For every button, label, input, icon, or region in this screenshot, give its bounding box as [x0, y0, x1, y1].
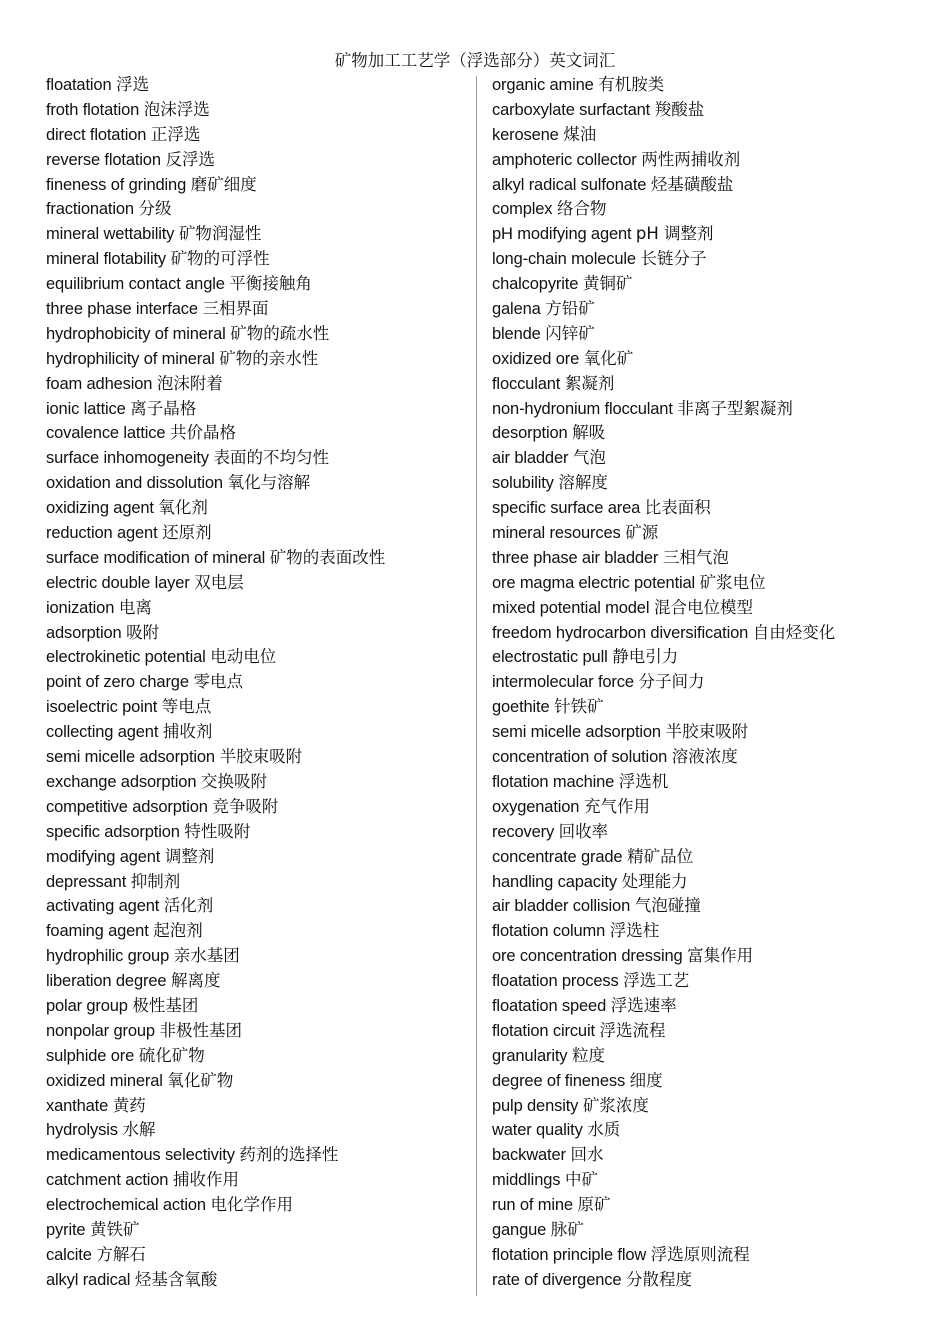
glossary-entry	[46, 1069, 470, 1094]
english-term: floatation	[46, 76, 112, 94]
glossary-entry	[46, 421, 470, 446]
english-term: pyrite	[46, 1220, 86, 1239]
chinese-translation: 有机胺类	[598, 75, 665, 94]
english-term: semi micelle adsorption	[46, 748, 215, 767]
english-term: electric double layer	[46, 573, 190, 592]
column-divider	[476, 76, 477, 1296]
english-term: floatation speed	[492, 996, 607, 1015]
glossary-entry	[46, 322, 470, 347]
chinese-translation: 长链分子	[640, 249, 707, 269]
glossary-entry	[46, 820, 470, 845]
chinese-translation: 矿物的可浮性	[170, 249, 270, 269]
glossary-entry	[46, 1019, 470, 1044]
glossary-entry	[46, 770, 470, 795]
chinese-translation: 正浮选	[150, 124, 201, 144]
english-term: medicamentous selectivity	[46, 1146, 235, 1165]
chinese-translation: 絮凝剂	[564, 373, 615, 393]
glossary-entry	[46, 446, 470, 471]
chinese-translation: 黄药	[112, 1095, 146, 1115]
glossary-entry	[492, 347, 932, 372]
chinese-translation: 闪锌矿	[545, 323, 595, 343]
chinese-translation: 捕收作用	[172, 1170, 239, 1190]
chinese-translation: 矿物的疏水性	[230, 323, 330, 343]
english-term: run of mine	[492, 1196, 573, 1215]
english-term: surface inhomogeneity	[46, 449, 209, 468]
english-term: activating agent	[46, 897, 160, 916]
glossary-entry	[46, 73, 470, 98]
chinese-translation: 气泡碰撞	[634, 896, 701, 916]
chinese-translation: 分级	[138, 199, 172, 219]
english-term: flotation column	[492, 922, 606, 941]
glossary-entry	[492, 845, 932, 870]
english-term: depressant	[46, 872, 127, 891]
english-term: isoelectric point	[46, 698, 158, 717]
chinese-translation: 三相界面	[202, 299, 269, 319]
glossary-entry	[46, 870, 470, 895]
chinese-translation: 双电层	[194, 572, 244, 592]
glossary-entry	[492, 695, 932, 720]
chinese-translation: 氧化剂	[158, 498, 208, 518]
english-term: flotation principle flow	[492, 1245, 647, 1264]
chinese-translation: 浮选	[116, 75, 150, 94]
glossary-entry	[46, 1243, 470, 1268]
english-term: hydrophilic group	[46, 947, 170, 966]
english-term: chalcopyrite	[492, 275, 579, 294]
english-term: oxidized mineral	[46, 1071, 163, 1090]
english-term: ore magma electric potential	[492, 573, 696, 592]
glossary-entry	[492, 471, 932, 496]
english-term: fractionation	[46, 200, 134, 219]
english-term: solubility	[492, 474, 554, 493]
english-term: catchment action	[46, 1171, 169, 1190]
glossary-entry	[492, 247, 932, 272]
chinese-translation: 原矿	[577, 1195, 611, 1215]
glossary-entry	[46, 571, 470, 596]
glossary-entry	[46, 1193, 470, 1218]
english-term: backwater	[492, 1146, 566, 1165]
chinese-translation: 等电点	[161, 697, 212, 717]
glossary-entry	[46, 596, 470, 621]
english-term: pulp density	[492, 1096, 579, 1115]
glossary-entry	[46, 745, 470, 770]
chinese-translation: 还原剂	[162, 523, 212, 543]
chinese-translation: 电化学作用	[210, 1195, 294, 1215]
glossary-entry	[492, 870, 932, 895]
english-term: goethite	[492, 698, 550, 717]
glossary-entry	[492, 596, 932, 621]
chinese-translation: 非离子型絮凝剂	[677, 398, 793, 418]
chinese-translation: 溶解度	[558, 473, 608, 493]
english-term: covalence lattice	[46, 424, 166, 443]
chinese-translation: 煤油	[563, 124, 597, 144]
chinese-translation: 处理能力	[621, 871, 688, 891]
english-term: middlings	[492, 1171, 561, 1190]
chinese-translation: 电离	[118, 597, 152, 617]
chinese-translation: 氧化与溶解	[227, 473, 311, 493]
chinese-translation: 特性吸附	[184, 821, 251, 841]
english-term: alkyl radical sulfonate	[492, 175, 647, 194]
chinese-translation: 烃基含氧酸	[134, 1269, 218, 1289]
english-term: reduction agent	[46, 524, 158, 543]
chinese-translation: 矿物的亲水性	[219, 348, 319, 368]
chinese-translation: 解离度	[170, 971, 221, 991]
glossary-entry	[492, 297, 932, 322]
english-term: freedom hydrocarbon diversification	[492, 623, 749, 642]
english-term: mixed potential model	[492, 598, 650, 617]
glossary-entry	[46, 621, 470, 646]
chinese-translation: 离子晶格	[130, 398, 197, 418]
glossary-entry	[492, 197, 932, 222]
english-term: specific surface area	[492, 499, 641, 518]
chinese-translation: 半胶束吸附	[219, 747, 303, 767]
chinese-translation: 分散程度	[625, 1269, 692, 1289]
glossary-entry	[492, 1069, 932, 1094]
chinese-translation: 解吸	[572, 423, 606, 443]
chinese-translation: 静电引力	[612, 647, 679, 667]
glossary-entry	[492, 397, 932, 422]
chinese-translation: 泡沫附着	[156, 373, 223, 393]
chinese-translation: 中矿	[564, 1170, 598, 1190]
english-term: point of zero charge	[46, 673, 189, 692]
english-term: nonpolar group	[46, 1021, 155, 1040]
english-term: hydrolysis	[46, 1121, 118, 1140]
glossary-entry	[46, 247, 470, 272]
glossary-entry	[46, 148, 470, 173]
glossary-left-column	[46, 73, 470, 1293]
glossary-entry	[492, 446, 932, 471]
glossary-entry	[46, 173, 470, 198]
chinese-translation: 羧酸盐	[654, 99, 705, 119]
glossary-entry	[46, 1268, 470, 1293]
glossary-entry	[492, 770, 932, 795]
english-term: ionic lattice	[46, 399, 126, 418]
english-term: oxidizing agent	[46, 499, 154, 518]
glossary-entry	[492, 820, 932, 845]
glossary-entry	[492, 571, 932, 596]
english-term: oxidized ore	[492, 349, 580, 368]
english-term: reverse flotation	[46, 150, 161, 169]
english-term: pH modifying agent	[492, 225, 636, 244]
chinese-translation: 黄铁矿	[90, 1219, 140, 1239]
english-term: electrokinetic potential	[46, 648, 206, 667]
glossary-entry	[46, 1168, 470, 1193]
english-term: oxygenation	[492, 797, 580, 816]
chinese-translation: 黄铜矿	[582, 274, 633, 294]
glossary-entry	[46, 645, 470, 670]
chinese-translation: 络合物	[556, 199, 607, 219]
chinese-translation: 矿浆浓度	[582, 1095, 649, 1115]
chinese-translation: 浮选速率	[610, 995, 677, 1015]
glossary-entry	[492, 421, 932, 446]
chinese-translation: 针铁矿	[554, 697, 604, 717]
glossary-entry	[46, 222, 470, 247]
english-term: galena	[492, 300, 541, 319]
glossary-entry	[46, 546, 470, 571]
chinese-translation: 脉矿	[550, 1219, 584, 1239]
chinese-translation: 方解石	[96, 1244, 146, 1264]
glossary-right-column	[492, 73, 932, 1293]
chinese-translation: 平衡接触角	[229, 274, 312, 294]
glossary-entry	[46, 521, 470, 546]
glossary-entry	[46, 297, 470, 322]
chinese-translation: 回收率	[558, 821, 609, 841]
glossary-entry	[46, 347, 470, 372]
glossary-entry	[492, 123, 932, 148]
glossary-entry	[46, 496, 470, 521]
glossary-entry	[46, 670, 470, 695]
glossary-entry	[492, 944, 932, 969]
glossary-entry	[492, 546, 932, 571]
english-term: organic amine	[492, 76, 594, 94]
english-term: hydrophobicity of mineral	[46, 324, 226, 343]
glossary-entry	[492, 1243, 932, 1268]
glossary-entry	[492, 496, 932, 521]
chinese-translation: 矿物的表面改性	[269, 547, 386, 567]
chinese-translation: 半胶束吸附	[665, 722, 749, 742]
english-term: surface modification of mineral	[46, 548, 266, 567]
chinese-translation: 吸附	[126, 622, 160, 642]
english-term: mineral flotability	[46, 250, 167, 269]
glossary-entry	[46, 1218, 470, 1243]
english-term: ore concentration dressing	[492, 947, 683, 966]
glossary-entry	[492, 795, 932, 820]
english-term: adsorption	[46, 623, 122, 642]
chinese-translation: 抑制剂	[130, 871, 181, 891]
chinese-translation: 分子间力	[638, 672, 705, 692]
glossary-entry	[46, 272, 470, 297]
english-term: recovery	[492, 822, 555, 841]
chinese-translation: 药剂的选择性	[239, 1145, 339, 1165]
english-term: desorption	[492, 424, 568, 443]
english-term: xanthate	[46, 1096, 109, 1115]
glossary-entry	[46, 98, 470, 123]
glossary-entry	[46, 845, 470, 870]
chinese-translation: 方铅矿	[545, 299, 595, 319]
chinese-translation: 交换吸附	[200, 771, 267, 791]
glossary-entry	[492, 670, 932, 695]
english-term: oxidation and dissolution	[46, 474, 223, 493]
chinese-translation: 浮选原则流程	[650, 1244, 750, 1264]
english-term: electrostatic pull	[492, 648, 608, 667]
chinese-translation: 泡沫浮选	[143, 99, 210, 119]
glossary-entry	[46, 795, 470, 820]
document-title: 矿物加工工艺学（浮选部分）英文词汇	[334, 51, 616, 70]
glossary-entry	[46, 695, 470, 720]
chinese-translation: 氧化矿物	[167, 1070, 234, 1090]
chinese-translation: 调整剂	[164, 846, 215, 866]
glossary-entry	[492, 621, 932, 646]
glossary-entry	[46, 397, 470, 422]
english-term: water quality	[492, 1121, 583, 1140]
glossary-entry	[492, 98, 932, 123]
english-term: kerosene	[492, 125, 559, 144]
glossary-entry	[492, 272, 932, 297]
chinese-translation: 气泡	[572, 448, 606, 468]
chinese-translation: 竞争吸附	[212, 796, 279, 816]
english-term: floatation process	[492, 972, 619, 991]
english-term: flotation circuit	[492, 1021, 595, 1040]
english-term: polar group	[46, 996, 128, 1015]
glossary-entry	[492, 1268, 932, 1293]
chinese-translation: 极性基团	[132, 995, 199, 1015]
chinese-translation: 表面的不均匀性	[213, 448, 329, 468]
english-term: carboxylate surfactant	[492, 100, 651, 119]
english-term: liberation degree	[46, 972, 167, 991]
glossary-entry	[46, 197, 470, 222]
english-term: direct flotation	[46, 125, 147, 144]
glossary-entry	[492, 969, 932, 994]
english-term: long-chain molecule	[492, 250, 636, 269]
glossary-entry	[492, 1143, 932, 1168]
chinese-translation: 反浮选	[165, 149, 215, 169]
english-term: intermolecular force	[492, 673, 634, 692]
chinese-translation: 烃基磺酸盐	[650, 174, 734, 194]
chinese-translation: 活化剂	[163, 896, 214, 916]
english-term: calcite	[46, 1245, 92, 1264]
chinese-translation: 混合电位模型	[653, 597, 753, 617]
english-term: amphoteric collector	[492, 150, 637, 169]
glossary-entry	[46, 969, 470, 994]
chinese-translation: 浮选流程	[599, 1020, 666, 1040]
chinese-translation: 零电点	[193, 672, 243, 692]
english-term: foam adhesion	[46, 374, 153, 393]
english-term: handling capacity	[492, 872, 617, 891]
english-term: equilibrium contact angle	[46, 275, 225, 294]
chinese-translation: 浮选柱	[609, 921, 660, 941]
glossary-entry	[492, 894, 932, 919]
english-term: three phase air bladder	[492, 548, 659, 567]
glossary-entry	[46, 894, 470, 919]
english-term: competitive adsorption	[46, 797, 208, 816]
chinese-translation: 水解	[122, 1120, 156, 1140]
english-term: electrochemical action	[46, 1196, 206, 1215]
chinese-translation: 细度	[629, 1070, 663, 1090]
glossary-entry	[492, 645, 932, 670]
english-term: concentrate grade	[492, 847, 623, 866]
chinese-translation: 精矿品位	[627, 846, 694, 866]
english-term: gangue	[492, 1220, 547, 1239]
glossary-entry	[492, 173, 932, 198]
glossary-entry	[492, 720, 932, 745]
chinese-translation: 矿源	[625, 523, 659, 543]
english-term: rate of divergence	[492, 1270, 622, 1289]
english-term: flocculant	[492, 374, 561, 393]
english-term: complex	[492, 200, 553, 219]
chinese-translation: 溶液浓度	[671, 747, 738, 767]
chinese-translation: 三相气泡	[662, 547, 729, 567]
chinese-translation: 矿物润湿性	[178, 224, 262, 244]
glossary-entry	[492, 1193, 932, 1218]
glossary-entry	[492, 1044, 932, 1069]
english-term: granularity	[492, 1046, 568, 1065]
glossary-entry	[46, 994, 470, 1019]
glossary-entry	[46, 1118, 470, 1143]
english-term: concentration of solution	[492, 748, 668, 767]
glossary-entry	[492, 372, 932, 397]
english-term: ionization	[46, 598, 115, 617]
chinese-translation: 电动电位	[210, 647, 277, 667]
glossary-entry	[46, 720, 470, 745]
glossary-entry	[46, 1044, 470, 1069]
chinese-translation: 两性两捕收剂	[641, 149, 741, 169]
glossary-entry	[46, 372, 470, 397]
chinese-translation: 非极性基团	[159, 1020, 242, 1040]
chinese-translation: 磨矿细度	[190, 174, 257, 194]
english-term: specific adsorption	[46, 822, 180, 841]
glossary-entry	[46, 471, 470, 496]
glossary-entry	[492, 148, 932, 173]
english-term: hydrophilicity of mineral	[46, 349, 215, 368]
english-term: non-hydronium flocculant	[492, 399, 673, 418]
english-term: fineness of grinding	[46, 175, 187, 194]
chinese-translation: 亲水基团	[173, 946, 240, 966]
chinese-translation: 捕收剂	[162, 722, 213, 742]
english-term: exchange adsorption	[46, 772, 197, 791]
glossary-entry	[492, 1168, 932, 1193]
english-term: mineral resources	[492, 524, 621, 543]
chinese-translation: 硫化矿物	[138, 1045, 205, 1065]
chinese-translation: 氧化矿	[583, 348, 634, 368]
glossary-entry	[492, 1019, 932, 1044]
chinese-translation: 粒度	[571, 1045, 605, 1065]
chinese-translation: 富集作用	[687, 946, 754, 966]
english-term: flotation machine	[492, 772, 615, 791]
chinese-translation: 起泡剂	[153, 921, 203, 941]
chinese-translation: 共价晶格	[170, 423, 237, 443]
chinese-translation: 水质	[587, 1120, 621, 1140]
glossary-entry	[46, 944, 470, 969]
english-term: collecting agent	[46, 723, 159, 742]
glossary-entry	[46, 919, 470, 944]
glossary-entry	[492, 745, 932, 770]
glossary-entry	[46, 1094, 470, 1119]
glossary-entry	[492, 1218, 932, 1243]
glossary-entry	[492, 322, 932, 347]
chinese-translation: 充气作用	[583, 796, 650, 816]
english-term: air bladder collision	[492, 897, 631, 916]
chinese-translation: 浮选机	[618, 771, 669, 791]
english-term: modifying agent	[46, 847, 161, 866]
chinese-translation: 浮选工艺	[623, 971, 690, 991]
chinese-translation: 回水	[570, 1145, 604, 1165]
english-term: blende	[492, 324, 541, 343]
english-term: three phase interface	[46, 300, 198, 319]
chinese-translation: 自由烃变化	[752, 622, 836, 642]
english-term: semi micelle adsorption	[492, 723, 661, 742]
glossary-entry	[492, 994, 932, 1019]
glossary-entry	[492, 521, 932, 546]
english-term: alkyl radical	[46, 1270, 131, 1289]
glossary-entry	[492, 73, 932, 98]
english-term: sulphide ore	[46, 1046, 135, 1065]
glossary-entry	[46, 1143, 470, 1168]
english-term: air bladder	[492, 449, 569, 468]
glossary-entry	[492, 1094, 932, 1119]
glossary-entry	[46, 123, 470, 148]
english-term: mineral wettability	[46, 225, 175, 244]
chinese-translation: pH 调整剂	[635, 224, 714, 244]
glossary-entry	[492, 222, 932, 247]
english-term: degree of fineness	[492, 1071, 626, 1090]
english-term: foaming agent	[46, 922, 149, 941]
chinese-translation: 比表面积	[644, 498, 711, 518]
english-term: froth flotation	[46, 100, 140, 119]
glossary-entry	[492, 919, 932, 944]
glossary-entry	[492, 1118, 932, 1143]
chinese-translation: 矿浆电位	[699, 572, 766, 592]
